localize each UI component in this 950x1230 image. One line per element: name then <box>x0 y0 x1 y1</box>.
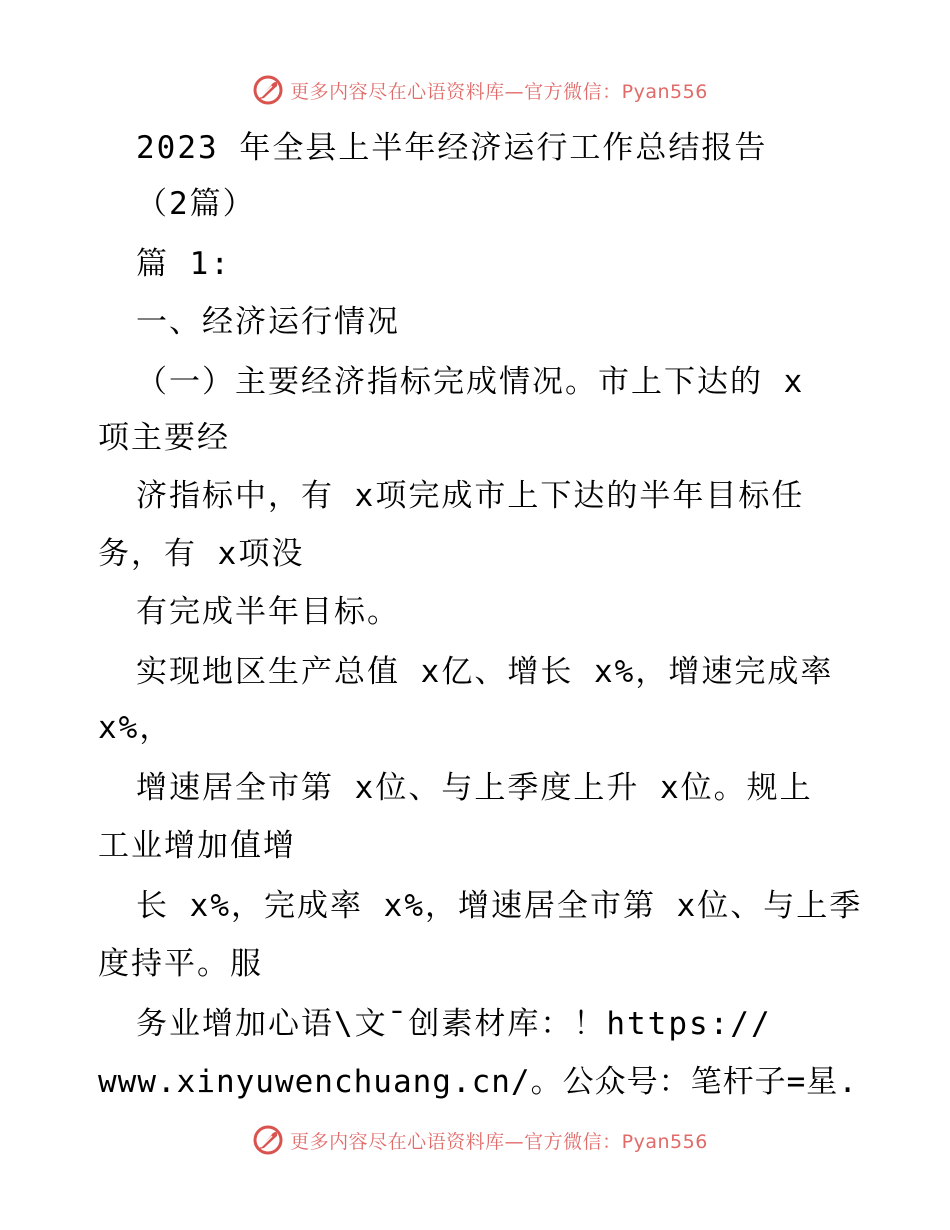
paragraph-line: 工业增加值增 <box>98 828 296 864</box>
section-label: 篇 1: <box>136 246 231 282</box>
paragraph-line: （一）主要经济指标完成情况。市上下达的 x <box>136 364 805 400</box>
document-title-line-1: 2023 年全县上半年经济运行工作总结报告 <box>136 130 768 166</box>
footer-watermark-text: 更多内容尽在心语资料库—官方微信：Pyan556 <box>290 1130 708 1153</box>
footer-watermark-group <box>242 1124 708 1156</box>
section-heading: 一、经济运行情况 <box>136 304 400 340</box>
header-watermark-text: 更多内容尽在心语资料库—官方微信：Pyan556 <box>290 80 708 103</box>
paragraph-line: x%， <box>98 710 173 746</box>
footer-watermark-banner <box>0 1120 950 1160</box>
paragraph-line: 长 x%，完成率 x%，增速居全市第 x位、与上季 <box>136 888 863 924</box>
paragraph-line: www.xinyuwenchuang.cn/。公众号：笔杆子=星. <box>98 1064 858 1100</box>
feather-pen-logo-icon <box>252 74 284 106</box>
paragraph-line: 度持平。服 <box>98 946 263 982</box>
paragraph-line: 有完成半年目标。 <box>136 594 400 630</box>
paragraph-line: 增速居全市第 x位、与上季度上升 x位。规上 <box>136 770 813 806</box>
paragraph-line: 项主要经 <box>98 420 230 456</box>
document-title-line-2: （2篇） <box>136 186 256 222</box>
paragraph-line: 务业增加心语\文¯创素材库：！https:// <box>136 1006 772 1042</box>
header-watermark-group <box>242 74 708 106</box>
paragraph-line: 济指标中，有 x项完成市上下达的半年目标任 <box>136 478 805 514</box>
paragraph-line: 务，有 x项没 <box>98 536 305 572</box>
paragraph-line: 实现地区生产总值 x亿、增长 x%，增速完成率 <box>136 654 834 690</box>
feather-pen-logo-icon <box>252 1124 284 1156</box>
header-watermark-banner <box>0 70 950 110</box>
